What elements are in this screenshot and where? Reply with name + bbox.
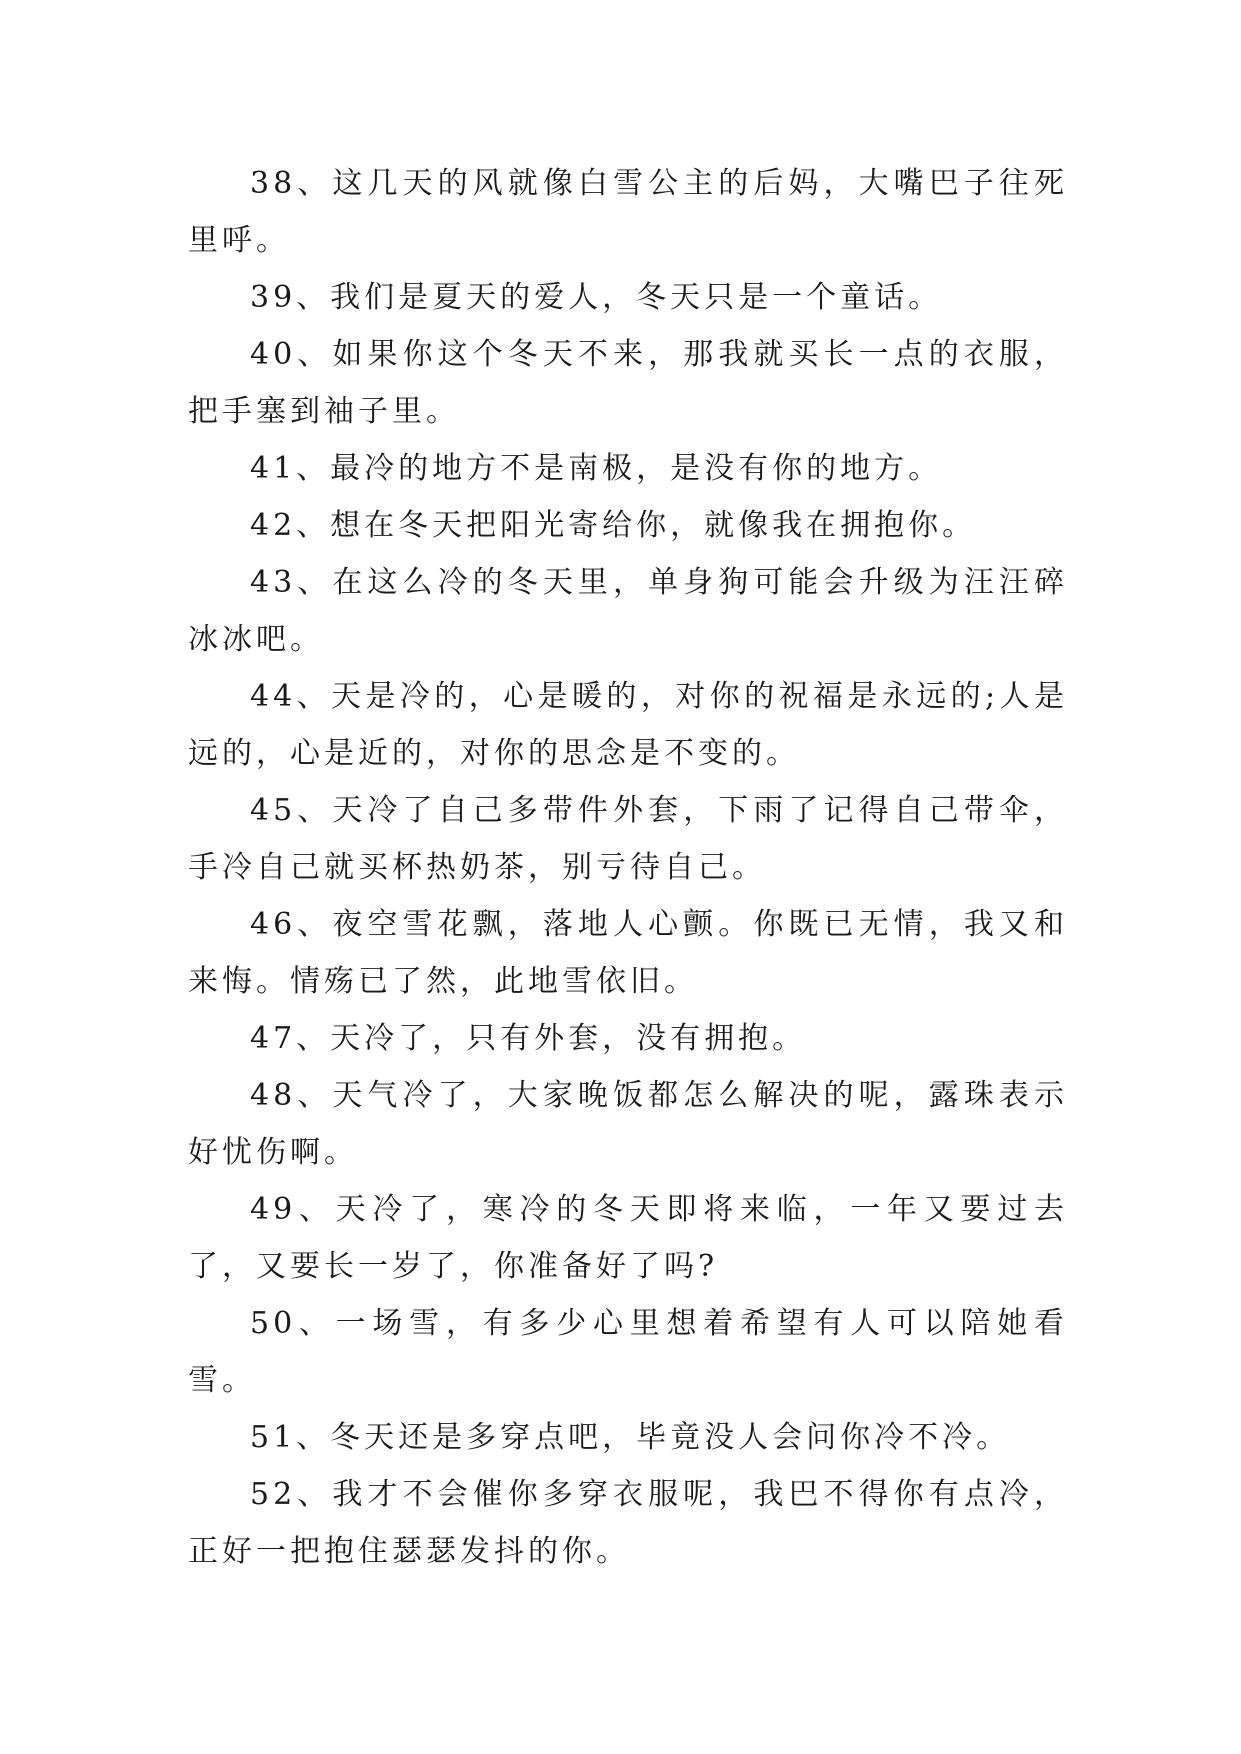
paragraph-46: 46、夜空雪花飘，落地人心颤。你既已无情，我又和来悔。情殇已了然，此地雪依旧。 bbox=[188, 907, 1068, 999]
paragraph-50: 50、一场雪，有多少心里想着希望有人可以陪她看雪。 bbox=[188, 1306, 1068, 1398]
paragraph-51: 51、冬天还是多穿点吧，毕竟没人会问你冷不冷。 bbox=[250, 1420, 1011, 1455]
paragraph-48: 48、天气冷了，大家晚饭都怎么解决的呢，露珠表示好忧伤啊。 bbox=[188, 1078, 1068, 1170]
paragraph-52: 52、我才不会催你多穿衣服呢，我巴不得你有点冷，正好一把抱住瑟瑟发抖的你。 bbox=[188, 1477, 1068, 1569]
paragraph-49: 49、天冷了，寒冷的冬天即将来临，一年又要过去了，又要长一岁了，你准备好了吗? bbox=[188, 1192, 1068, 1284]
paragraph-39: 39、我们是夏天的爱人，冬天只是一个童话。 bbox=[250, 280, 943, 315]
paragraph-47: 47、天冷了，只有外套，没有拥抱。 bbox=[250, 1021, 807, 1056]
paragraph-45: 45、天冷了自己多带件外套，下雨了记得自己带伞，手冷自己就买杯热奶茶，别亏待自己。 bbox=[188, 793, 1068, 885]
paragraph-38: 38、这几天的风就像白雪公主的后妈，大嘴巴子往死里呼。 bbox=[188, 166, 1068, 258]
document-body bbox=[188, 155, 1068, 1580]
paragraph-41: 41、最冷的地方不是南极，是没有你的地方。 bbox=[250, 451, 943, 486]
paragraph-43: 43、在这么冷的冬天里，单身狗可能会升级为汪汪碎冰冰吧。 bbox=[188, 565, 1068, 657]
paragraph-40: 40、如果你这个冬天不来，那我就买长一点的衣服，把手塞到袖子里。 bbox=[188, 337, 1068, 429]
paragraph-42: 42、想在冬天把阳光寄给你，就像我在拥抱你。 bbox=[250, 508, 977, 543]
paragraph-44: 44、天是冷的，心是暖的，对你的祝福是永远的;人是远的，心是近的，对你的思念是不变的。 bbox=[188, 679, 1068, 771]
